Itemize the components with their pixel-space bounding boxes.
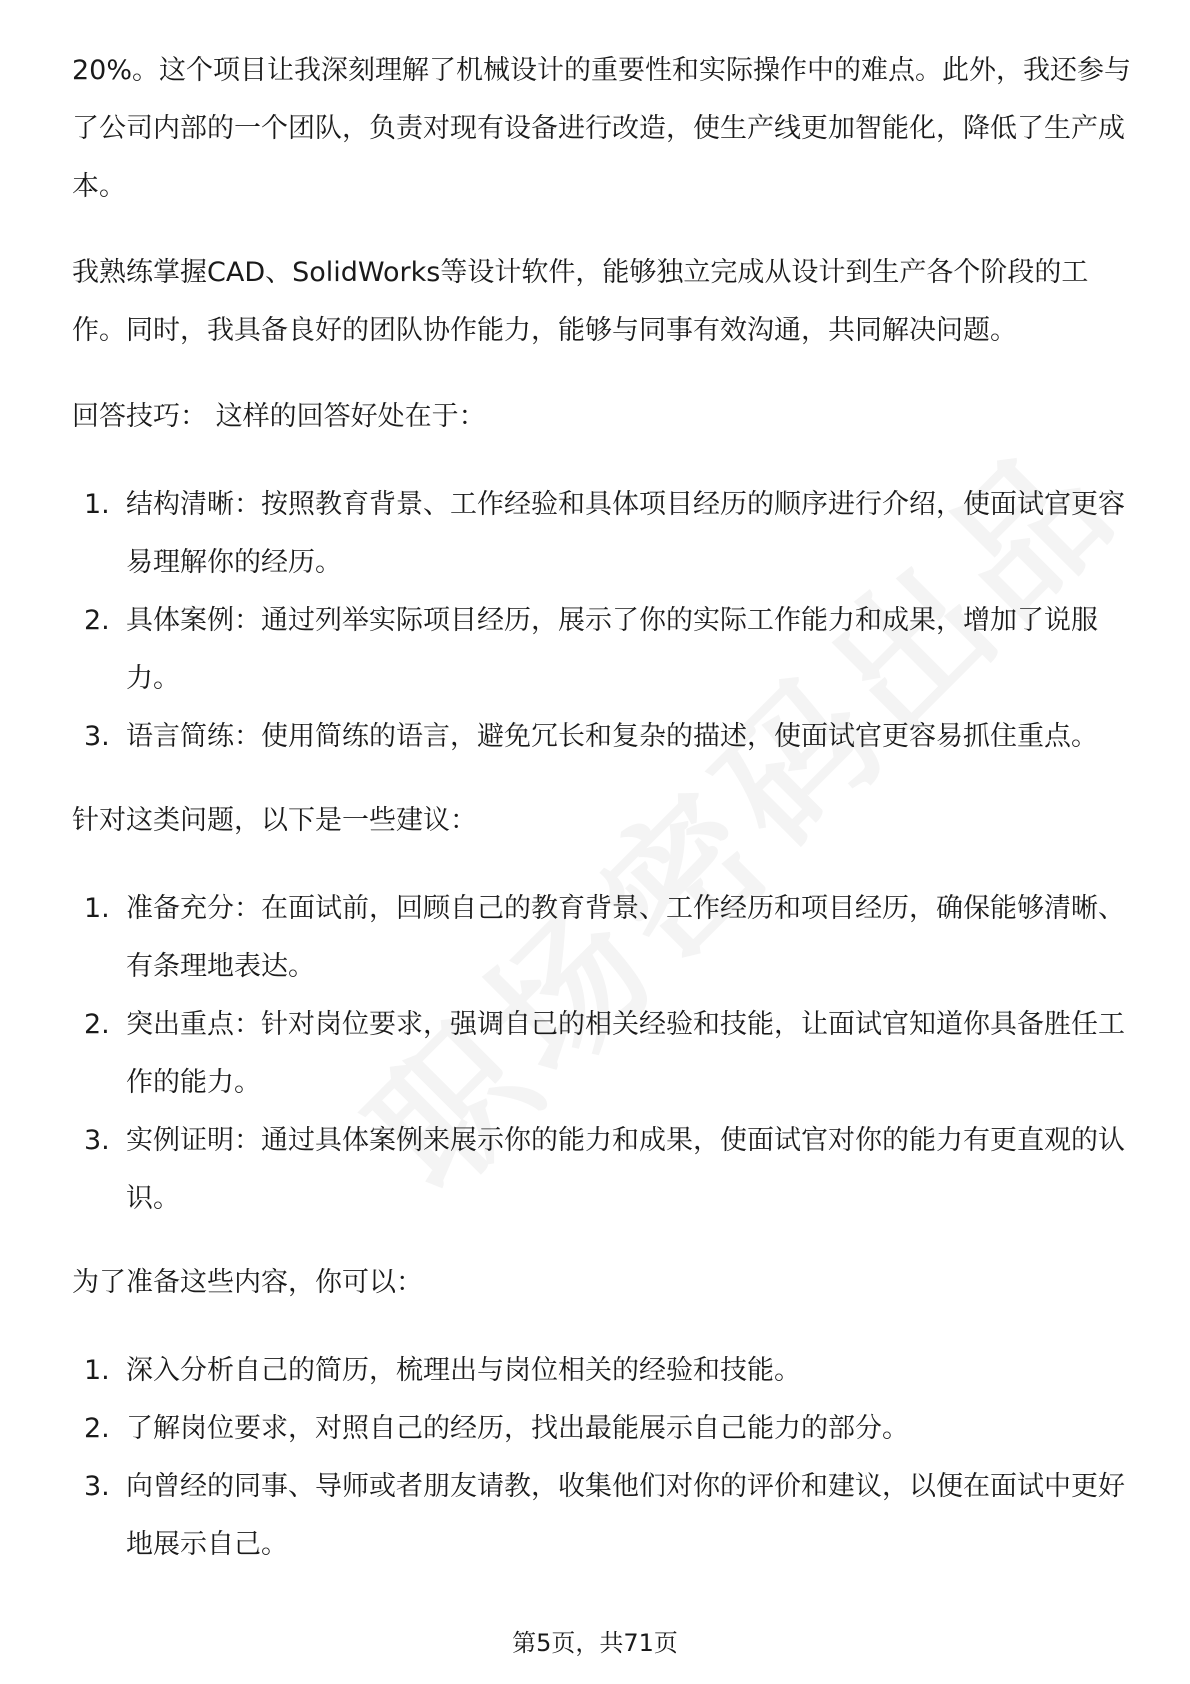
- list-item-number: 2.: [84, 1009, 110, 1040]
- section-heading-suggestions: 针对这类问题，以下是一些建议：: [72, 805, 477, 836]
- list-item-number: 3.: [84, 1471, 110, 1502]
- list-item-text: 具体案例：通过列举实际项目经历，展示了你的实际工作能力和成果，增加了说服力。: [126, 605, 1098, 694]
- list-item-number: 3.: [84, 721, 110, 752]
- paragraph-skills: 我熟练掌握CAD、SolidWorks等设计软件，能够独立完成从设计到生产各个阶段的工作。同时，我具备良好的团队协作能力，能够与同事有效沟通，共同解决问题。: [72, 257, 1089, 346]
- list-item-text: 结构清晰：按照教育背景、工作经验和具体项目经历的顺序进行介绍，使面试官更容易理解你的经历。: [126, 489, 1125, 578]
- page-footer: [0, 1628, 1190, 1658]
- list-item: [72, 1342, 1132, 1400]
- list-item: [72, 708, 1132, 766]
- list-item: [72, 996, 1132, 1112]
- list-item-number: 1.: [84, 893, 110, 924]
- paragraph-project-experience: 20%。这个项目让我深刻理解了机械设计的重要性和实际操作中的难点。此外，我还参与了公司内部的一个团队，负责对现有设备进行改造，使生产线更加智能化，降低了生产成本。: [72, 55, 1132, 202]
- list-item-text: 了解岗位要求，对照自己的经历，找出最能展示自己能力的部分。: [126, 1413, 909, 1444]
- list-item-number: 2.: [84, 1413, 110, 1444]
- section-heading-preparation: 为了准备这些内容，你可以：: [72, 1267, 423, 1298]
- list-item-text: 准备充分：在面试前，回顾自己的教育背景、工作经历和项目经历，确保能够清晰、有条理地表达。: [126, 893, 1125, 982]
- list-item: [72, 476, 1132, 592]
- list-item-text: 深入分析自己的简历，梳理出与岗位相关的经验和技能。: [126, 1355, 801, 1386]
- list-item: [72, 880, 1132, 996]
- list-item-number: 3.: [84, 1125, 110, 1156]
- list-item-text: 突出重点：针对岗位要求，强调自己的相关经验和技能，让面试官知道你具备胜任工作的能力。: [126, 1009, 1125, 1098]
- list-preparation: [72, 1342, 1132, 1574]
- list-item: [72, 1400, 1132, 1458]
- document-body: [72, 42, 1132, 1600]
- list-item-text: 实例证明：通过具体案例来展示你的能力和成果，使面试官对你的能力有更直观的认识。: [126, 1125, 1125, 1214]
- page-number: 第5页，共71页: [512, 1629, 678, 1657]
- list-item: [72, 592, 1132, 708]
- list-item-text: 语言简练：使用简练的语言，避免冗长和复杂的描述，使面试官更容易抓住重点。: [126, 721, 1098, 752]
- list-item-text: 向曾经的同事、导师或者朋友请教，收集他们对你的评价和建议，以便在面试中更好地展示自己。: [126, 1471, 1125, 1560]
- list-item: [72, 1112, 1132, 1228]
- list-item-number: 1.: [84, 489, 110, 520]
- section-heading-answer-tips: 回答技巧： 这样的回答好处在于：: [72, 401, 486, 432]
- list-item-number: 2.: [84, 605, 110, 636]
- list-item-number: 1.: [84, 1355, 110, 1386]
- list-answer-tips: [72, 476, 1132, 766]
- list-item: [72, 1458, 1132, 1574]
- list-suggestions: [72, 880, 1132, 1228]
